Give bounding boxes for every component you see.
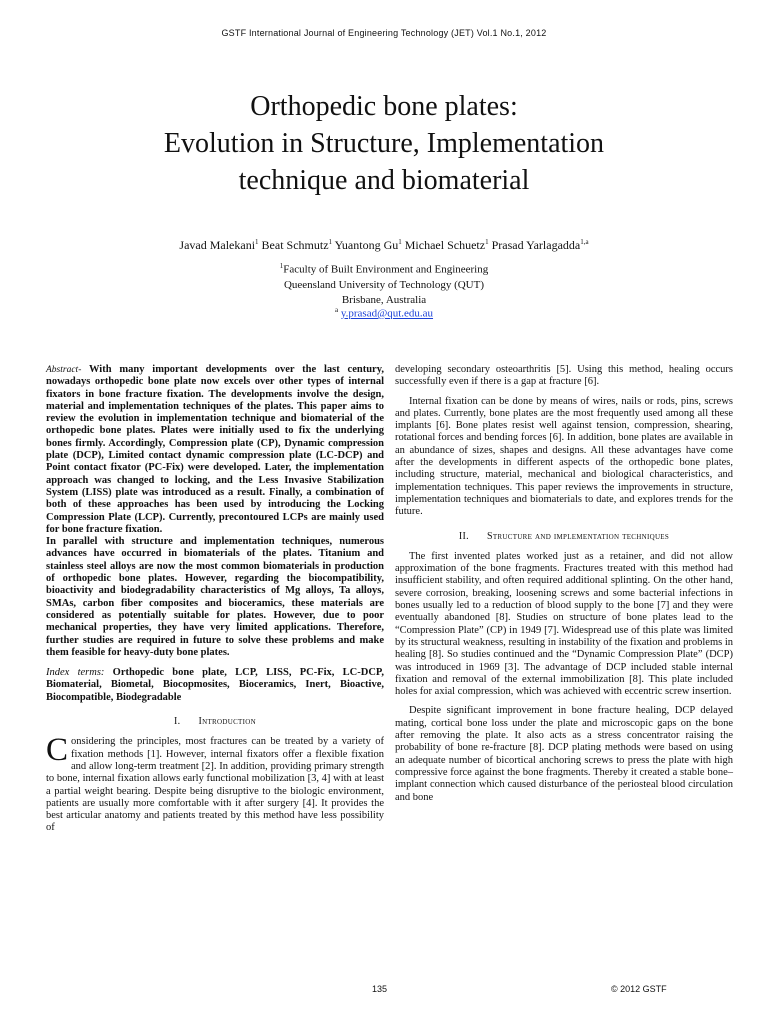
copyright: © 2012 GSTF [611,984,667,994]
email-line [0,306,768,320]
body-paragraph: developing secondary osteoarthritis [5]. Using this method, healing occurs successfully even if there is a gap at fracture [6]. [395,364,733,388]
author-name: Javad Malekani [179,238,256,252]
intro-text: onsidering the principles, most fractures can be treated by a variety of fixation methods [1]. However, internal fixators offer a flexible fixation and allow long-term treatment [2]. In addition, providing primary strength to bone, internal fixation allows early functional mobilization [3, 4] with at least a partial weight bearing. Despite being disruptive to the biologic environment, patients are usually more comfortable with it after surgery [4]. It provides the best articular anatomy and patients treated by this method have less possibility of [46,736,384,834]
abstract-lead: Abstract- [46,365,82,375]
section-title: Introduction [198,716,256,728]
left-column [46,364,384,842]
affiliation-line: Brisbane, Australia [341,293,427,306]
affiliation-line: Queensland University of Technology (QUT) [283,278,485,291]
body-paragraph: Internal fixation can be done by means of wires, nails or rods, pins, screws and plates. Currently, bone plates are the most frequently used among all these implants [6]. Bone plates resist well against tension, compression, shearing, rotational forces and bending forces [6]. In addition, bone plates are available in an abundance of sizes, shapes and designs. All these advantages have come after the developments in different aspects of the orthopedic bone plates, including structure, material, mechanical and biological characteristics, and implementation techniques. This paper reviews the improvements in structure, implementation techniques and biomaterials to date, and explores trends for the future. [395,395,733,518]
author-sup: 1 [255,238,259,246]
author-sup: 1 [485,238,489,246]
author-name: Michael Schuetz [404,238,486,252]
author-name: Yuantong Gu [334,238,399,252]
affiliation-line: Faculty of Built Environment and Engineering [283,263,489,276]
body-paragraph: The first invented plates worked just as a retainer, and did not allow approximation of the bone fragments. Fractures treated with this method had insufficient stability, and often required additional splinting. On the other hand, severe corrosion, breaking, loosening screws and some bacterial infections in bones usually led to a reduction of blood supply to the bone [7] and they were eventually abandoned [8]. Studies on structure of bone plates lead to the “Compression Plate” (CP) in 1949 [7]. Widespread use of this plate was limited by its structural weakness, resulting in instability of the fixation and problems in healing [8]. So studies continued and the “Dynamic Compression Plate” (DCP) was introduced in 1969 [3]. The advantage of DCP included stable internal fixation and removal of the external immobilization [8]. This plate included holes for axial compression, which was achieved with eccentric screw insertion. [395,550,733,698]
abstract-text: In parallel with structure and implementation techniques, numerous advances have occurred in biomaterials of the plates. Titanium and stainless steel alloys are now the most common biomaterials in production of orthopedic bone plates. However, regarding the biocompatibility, bioactivity and biodegradability characteristics of Mg alloys, Ta alloys, SMAs, carbon fiber composites and bioceramics, these materials are considered as potentially suitable for plates. However, due to poor mechanical properties, they have very limited applications. Therefore, further studies are required in future to solve these problems and make them feasible for heavy-duty bone plates. [46,536,384,658]
section-number: II. [458,530,469,542]
paper-title [0,88,768,199]
abstract [46,364,384,659]
index-terms-lead: Index terms: [46,667,105,679]
author-name: Beat Schmutz [261,238,329,252]
running-head: GSTF International Journal of Engineering Technology (JET) Vol.1 No.1, 2012 [221,28,547,38]
body-paragraph: Despite significant improvement in bone fracture healing, DCP delayed mating, cortical bone loss under the plate and microscopic gaps on the bone after removing the plate. It also acts as a stress concentrator raising the probability of bone re-fracture [8]. DCP plating methods were based on using an adequate number of bicortical anchoring screws to press the plate with high compressive force against the bone fragments. Thereby it created a stable bone–implant connection which caused disturbance of the periosteal blood circulation and bone [395,705,733,803]
title-line: Orthopedic bone plates: [250,91,518,122]
index-terms-text: Orthopedic bone plate, LCP, LISS, PC-Fix, LC-DCP, Biomaterial, Biometal, Biocopmosites, Bioceramics, Inert, Bioactive, Biocompatible, Biodegradable [46,667,384,703]
affiliation-sup: 1 [279,262,284,270]
section-title: Structure and implementation techniques [486,530,670,542]
intro-paragraph [46,732,384,834]
author-sup: 1 [328,238,333,246]
author-sup: 1,a [580,238,589,246]
section-number: I. [174,716,181,728]
title-line: technique and biomaterial [238,165,530,196]
author-name: Prasad Yarlagadda [491,238,581,252]
author-list [0,238,768,253]
title-line: Evolution in Structure, Implementation [163,128,605,159]
drop-cap: C [46,732,69,769]
affiliation [0,259,768,308]
email-sup: a [334,306,339,314]
section-heading [46,716,384,728]
author-sup: 1 [398,238,402,246]
section-heading [395,531,733,543]
abstract-text: With many important developments over the last century, nowadays orthopedic bone plate now excels over other types of internal fixators in bone fracture fixation. The developments involve the design, material and implementation techniques of the plates. This paper aims to review the evolution in implementation technique and biomaterial of the orthopedic bone plates. Plates were initially used to fix the underlying bones firmly. Accordingly, Compression plate (CP), Dynamic compression plate (DCP), Limited contact dynamic compression plate (LC-DCP) and Point contact fixator (PC-Fix) were developed. Later, the implementation approach was changed to locking, and the Less Invasive Stabilization System (LISS) plate was introduced as a result. Finally, a combination of both of these approaches has been used by introducing the Locking Compression Plate (LCP). Currently, precontoured LCPs are mainly used for bone fracture fixation. [46,364,384,535]
index-terms [46,667,384,704]
right-column [395,364,733,811]
page-number: 135 [372,984,388,994]
email-link[interactable]: y.prasad@qut.edu.au [340,307,434,320]
